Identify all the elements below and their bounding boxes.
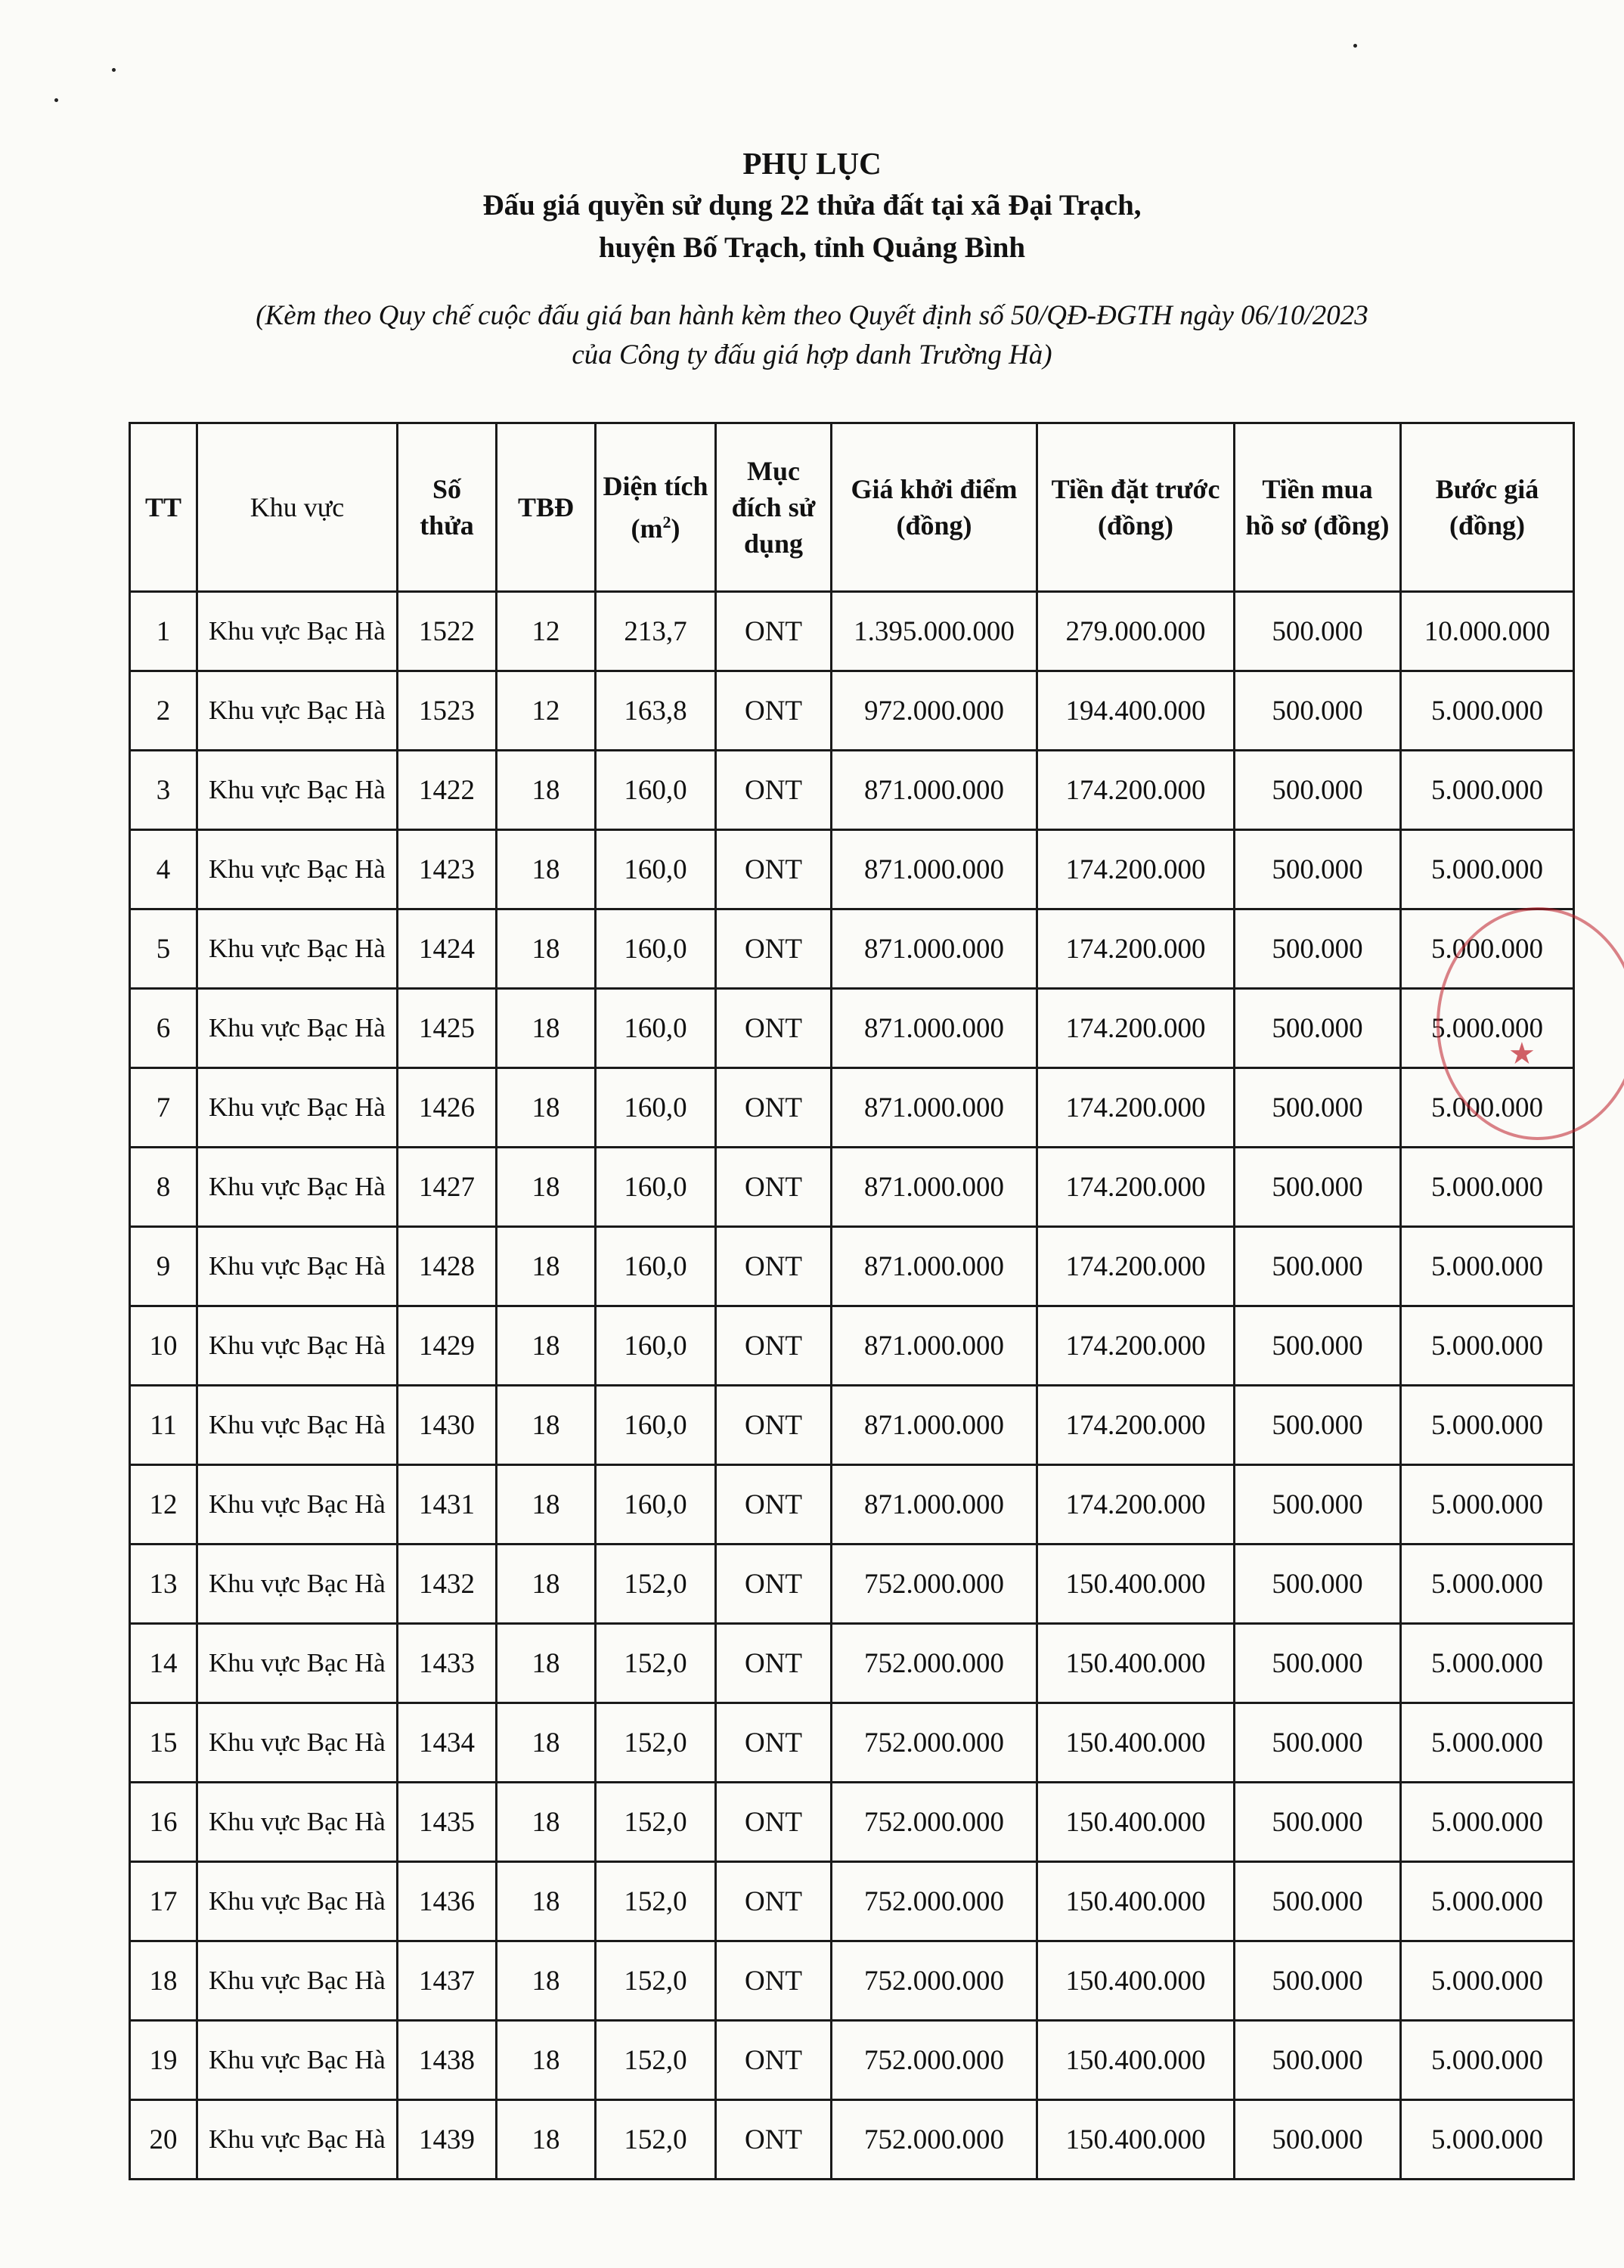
cell-tt: 19 <box>130 2021 197 2100</box>
cell-tbd: 18 <box>497 2100 596 2180</box>
cell-tien-dat-truoc: 150.400.000 <box>1037 2100 1235 2180</box>
cell-buoc-gia: 5.000.000 <box>1401 1941 1574 2021</box>
cell-dien-tich: 152,0 <box>596 1703 716 1783</box>
cell-tien-dat-truoc: 150.400.000 <box>1037 1703 1235 1783</box>
table-row <box>130 751 1574 830</box>
cell-tbd: 18 <box>497 1545 596 1624</box>
table-row <box>130 830 1574 909</box>
cell-buoc-gia: 5.000.000 <box>1401 1227 1574 1306</box>
cell-tien-dat-truoc: 174.200.000 <box>1037 1306 1235 1386</box>
cell-dien-tich: 160,0 <box>596 1306 716 1386</box>
table-row <box>130 909 1574 989</box>
cell-khu-vuc: Khu vực Bạc Hà <box>197 830 398 909</box>
header-tien-dat-truoc: Tiền đặt trước (đồng) <box>1037 423 1235 592</box>
cell-tien-mua-ho-so: 500.000 <box>1235 1148 1401 1227</box>
table-row <box>130 2021 1574 2100</box>
table-row <box>130 1306 1574 1386</box>
cell-buoc-gia: 5.000.000 <box>1401 1068 1574 1148</box>
subtitle-line-1: (Kèm theo Quy chế cuộc đấu giá ban hành kèm theo Quyết định số 50/QĐ-ĐGTH ngày 06/10/2023 <box>256 300 1368 331</box>
cell-buoc-gia: 5.000.000 <box>1401 1306 1574 1386</box>
cell-tt: 5 <box>130 909 197 989</box>
cell-khu-vuc: Khu vực Bạc Hà <box>197 1386 398 1465</box>
cell-khu-vuc: Khu vực Bạc Hà <box>197 1703 398 1783</box>
cell-buoc-gia: 5.000.000 <box>1401 2021 1574 2100</box>
table-row <box>130 1783 1574 1862</box>
cell-dien-tich: 213,7 <box>596 592 716 671</box>
table-row <box>130 1941 1574 2021</box>
cell-tien-mua-ho-so: 500.000 <box>1235 830 1401 909</box>
cell-gia-khoi-diem: 871.000.000 <box>832 1386 1037 1465</box>
cell-tbd: 18 <box>497 1227 596 1306</box>
cell-muc-dich: ONT <box>716 1306 832 1386</box>
cell-so-thua: 1438 <box>398 2021 497 2100</box>
cell-dien-tich: 160,0 <box>596 830 716 909</box>
cell-tbd: 18 <box>497 1465 596 1545</box>
cell-tt: 7 <box>130 1068 197 1148</box>
table-row <box>130 1624 1574 1703</box>
cell-dien-tich: 160,0 <box>596 1386 716 1465</box>
cell-dien-tich: 160,0 <box>596 1148 716 1227</box>
cell-gia-khoi-diem: 871.000.000 <box>832 909 1037 989</box>
cell-khu-vuc: Khu vực Bạc Hà <box>197 1545 398 1624</box>
cell-tbd: 18 <box>497 1941 596 2021</box>
cell-buoc-gia: 5.000.000 <box>1401 1703 1574 1783</box>
cell-gia-khoi-diem: 752.000.000 <box>832 2021 1037 2100</box>
cell-muc-dich: ONT <box>716 751 832 830</box>
cell-tien-mua-ho-so: 500.000 <box>1235 1306 1401 1386</box>
cell-tt: 16 <box>130 1783 197 1862</box>
cell-tien-dat-truoc: 150.400.000 <box>1037 1624 1235 1703</box>
cell-so-thua: 1523 <box>398 671 497 751</box>
cell-muc-dich: ONT <box>716 1227 832 1306</box>
cell-buoc-gia: 10.000.000 <box>1401 592 1574 671</box>
cell-tt: 17 <box>130 1862 197 1941</box>
header-tien-mua-ho-so: Tiền mua hồ sơ (đồng) <box>1235 423 1401 592</box>
cell-tien-dat-truoc: 194.400.000 <box>1037 671 1235 751</box>
header-tt: TT <box>130 423 197 592</box>
cell-tbd: 18 <box>497 1386 596 1465</box>
cell-tien-mua-ho-so: 500.000 <box>1235 1386 1401 1465</box>
cell-tien-mua-ho-so: 500.000 <box>1235 1227 1401 1306</box>
cell-gia-khoi-diem: 871.000.000 <box>832 830 1037 909</box>
table-row <box>130 1465 1574 1545</box>
cell-so-thua: 1423 <box>398 830 497 909</box>
cell-tt: 4 <box>130 830 197 909</box>
cell-khu-vuc: Khu vực Bạc Hà <box>197 751 398 830</box>
cell-dien-tich: 160,0 <box>596 751 716 830</box>
cell-muc-dich: ONT <box>716 1941 832 2021</box>
cell-gia-khoi-diem: 752.000.000 <box>832 1941 1037 2021</box>
cell-muc-dich: ONT <box>716 2100 832 2180</box>
cell-tt: 12 <box>130 1465 197 1545</box>
cell-dien-tich: 160,0 <box>596 909 716 989</box>
cell-so-thua: 1426 <box>398 1068 497 1148</box>
cell-muc-dich: ONT <box>716 1465 832 1545</box>
cell-khu-vuc: Khu vực Bạc Hà <box>197 1068 398 1148</box>
table-row <box>130 592 1574 671</box>
header-khu-vuc: Khu vực <box>197 423 398 592</box>
cell-dien-tich: 152,0 <box>596 1941 716 2021</box>
cell-buoc-gia: 5.000.000 <box>1401 1465 1574 1545</box>
cell-khu-vuc: Khu vực Bạc Hà <box>197 909 398 989</box>
cell-gia-khoi-diem: 871.000.000 <box>832 1306 1037 1386</box>
cell-buoc-gia: 5.000.000 <box>1401 1545 1574 1624</box>
cell-tien-mua-ho-so: 500.000 <box>1235 1703 1401 1783</box>
cell-khu-vuc: Khu vực Bạc Hà <box>197 1465 398 1545</box>
cell-so-thua: 1439 <box>398 2100 497 2180</box>
cell-tt: 15 <box>130 1703 197 1783</box>
cell-buoc-gia: 5.000.000 <box>1401 1862 1574 1941</box>
cell-tt: 13 <box>130 1545 197 1624</box>
cell-khu-vuc: Khu vực Bạc Hà <box>197 1227 398 1306</box>
cell-tien-mua-ho-so: 500.000 <box>1235 1783 1401 1862</box>
cell-tt: 14 <box>130 1624 197 1703</box>
cell-tbd: 18 <box>497 989 596 1068</box>
cell-khu-vuc: Khu vực Bạc Hà <box>197 989 398 1068</box>
cell-tt: 20 <box>130 2100 197 2180</box>
cell-dien-tich: 160,0 <box>596 1227 716 1306</box>
cell-tbd: 18 <box>497 830 596 909</box>
cell-gia-khoi-diem: 871.000.000 <box>832 989 1037 1068</box>
cell-tt: 11 <box>130 1386 197 1465</box>
title-line-3: huyện Bố Trạch, tỉnh Quảng Bình <box>598 231 1026 264</box>
cell-tien-dat-truoc: 174.200.000 <box>1037 1465 1235 1545</box>
cell-khu-vuc: Khu vực Bạc Hà <box>197 1624 398 1703</box>
cell-tien-dat-truoc: 150.400.000 <box>1037 1862 1235 1941</box>
cell-so-thua: 1424 <box>398 909 497 989</box>
title-line-1: PHỤ LỤC <box>742 146 882 181</box>
cell-tien-mua-ho-so: 500.000 <box>1235 592 1401 671</box>
cell-tbd: 12 <box>497 671 596 751</box>
cell-tbd: 18 <box>497 1783 596 1862</box>
cell-tt: 18 <box>130 1941 197 2021</box>
cell-dien-tich: 160,0 <box>596 1465 716 1545</box>
cell-tien-dat-truoc: 150.400.000 <box>1037 1545 1235 1624</box>
cell-tien-dat-truoc: 174.200.000 <box>1037 1386 1235 1465</box>
cell-muc-dich: ONT <box>716 1624 832 1703</box>
cell-tien-dat-truoc: 150.400.000 <box>1037 2021 1235 2100</box>
cell-khu-vuc: Khu vực Bạc Hà <box>197 1783 398 1862</box>
cell-so-thua: 1425 <box>398 989 497 1068</box>
cell-tien-dat-truoc: 174.200.000 <box>1037 909 1235 989</box>
cell-dien-tich: 152,0 <box>596 2021 716 2100</box>
cell-buoc-gia: 5.000.000 <box>1401 1148 1574 1227</box>
cell-gia-khoi-diem: 752.000.000 <box>832 1703 1037 1783</box>
cell-muc-dich: ONT <box>716 1148 832 1227</box>
document-subtitle <box>0 296 1624 375</box>
cell-so-thua: 1422 <box>398 751 497 830</box>
header-tbd: TBĐ <box>497 423 596 592</box>
seal-star-icon: ★ <box>1508 1036 1536 1070</box>
cell-tbd: 12 <box>497 592 596 671</box>
cell-gia-khoi-diem: 752.000.000 <box>832 1545 1037 1624</box>
cell-dien-tich: 152,0 <box>596 1783 716 1862</box>
cell-gia-khoi-diem: 871.000.000 <box>832 1068 1037 1148</box>
cell-tien-dat-truoc: 174.200.000 <box>1037 1148 1235 1227</box>
cell-gia-khoi-diem: 1.395.000.000 <box>832 592 1037 671</box>
cell-tien-dat-truoc: 174.200.000 <box>1037 751 1235 830</box>
table-header-row <box>130 423 1574 592</box>
table-row <box>130 671 1574 751</box>
cell-tien-mua-ho-so: 500.000 <box>1235 909 1401 989</box>
cell-tien-mua-ho-so: 500.000 <box>1235 1465 1401 1545</box>
title-line-2: Đấu giá quyền sử dụng 22 thửa đất tại xã Đại Trạch, <box>482 189 1142 222</box>
cell-buoc-gia: 5.000.000 <box>1401 2100 1574 2180</box>
cell-tien-mua-ho-so: 500.000 <box>1235 989 1401 1068</box>
cell-muc-dich: ONT <box>716 1783 832 1862</box>
cell-tien-mua-ho-so: 500.000 <box>1235 1941 1401 2021</box>
cell-so-thua: 1429 <box>398 1306 497 1386</box>
subtitle-line-2: của Công ty đấu giá hợp danh Trường Hà) <box>572 339 1052 370</box>
table-row <box>130 2100 1574 2180</box>
cell-tien-dat-truoc: 174.200.000 <box>1037 1068 1235 1148</box>
cell-tien-dat-truoc: 150.400.000 <box>1037 1941 1235 2021</box>
cell-gia-khoi-diem: 871.000.000 <box>832 1227 1037 1306</box>
cell-so-thua: 1522 <box>398 592 497 671</box>
cell-gia-khoi-diem: 871.000.000 <box>832 751 1037 830</box>
header-so-thua: Số thửa <box>398 423 497 592</box>
header-muc-dich: Mục đích sử dụng <box>716 423 832 592</box>
cell-tbd: 18 <box>497 1624 596 1703</box>
cell-tien-mua-ho-so: 500.000 <box>1235 1545 1401 1624</box>
cell-tien-mua-ho-so: 500.000 <box>1235 2100 1401 2180</box>
cell-tt: 3 <box>130 751 197 830</box>
cell-muc-dich: ONT <box>716 2021 832 2100</box>
table-row <box>130 1068 1574 1148</box>
cell-dien-tich: 152,0 <box>596 2100 716 2180</box>
document-title <box>0 142 1624 269</box>
cell-so-thua: 1435 <box>398 1783 497 1862</box>
cell-tt: 6 <box>130 989 197 1068</box>
table-row <box>130 1227 1574 1306</box>
cell-tien-mua-ho-so: 500.000 <box>1235 2021 1401 2100</box>
cell-buoc-gia: 5.000.000 <box>1401 1783 1574 1862</box>
cell-buoc-gia: 5.000.000 <box>1401 671 1574 751</box>
header-dien-tich: Diện tích $(m^2)$ <box>596 423 716 592</box>
cell-tt: 10 <box>130 1306 197 1386</box>
scan-speck <box>1353 44 1357 48</box>
cell-tbd: 18 <box>497 1703 596 1783</box>
cell-dien-tich: 160,0 <box>596 1068 716 1148</box>
cell-muc-dich: ONT <box>716 1703 832 1783</box>
cell-gia-khoi-diem: 972.000.000 <box>832 671 1037 751</box>
cell-so-thua: 1433 <box>398 1624 497 1703</box>
cell-tien-mua-ho-so: 500.000 <box>1235 671 1401 751</box>
header-gia-khoi-diem: Giá khởi điểm (đồng) <box>832 423 1037 592</box>
table-row <box>130 1386 1574 1465</box>
cell-tien-dat-truoc: 174.200.000 <box>1037 1227 1235 1306</box>
cell-khu-vuc: Khu vực Bạc Hà <box>197 1148 398 1227</box>
cell-tt: 8 <box>130 1148 197 1227</box>
cell-tien-dat-truoc: 174.200.000 <box>1037 830 1235 909</box>
cell-tien-mua-ho-so: 500.000 <box>1235 1068 1401 1148</box>
cell-so-thua: 1427 <box>398 1148 497 1227</box>
cell-khu-vuc: Khu vực Bạc Hà <box>197 2021 398 2100</box>
cell-dien-tich: 152,0 <box>596 1624 716 1703</box>
cell-khu-vuc: Khu vực Bạc Hà <box>197 1306 398 1386</box>
cell-muc-dich: ONT <box>716 592 832 671</box>
cell-buoc-gia: 5.000.000 <box>1401 989 1574 1068</box>
table-row <box>130 1703 1574 1783</box>
cell-tbd: 18 <box>497 1068 596 1148</box>
cell-muc-dich: ONT <box>716 1386 832 1465</box>
cell-tien-mua-ho-so: 500.000 <box>1235 1624 1401 1703</box>
cell-gia-khoi-diem: 752.000.000 <box>832 1783 1037 1862</box>
cell-gia-khoi-diem: 752.000.000 <box>832 2100 1037 2180</box>
cell-khu-vuc: Khu vực Bạc Hà <box>197 2100 398 2180</box>
cell-khu-vuc: Khu vực Bạc Hà <box>197 592 398 671</box>
table-body <box>130 592 1574 2180</box>
cell-so-thua: 1436 <box>398 1862 497 1941</box>
cell-tt: 9 <box>130 1227 197 1306</box>
cell-tt: 1 <box>130 592 197 671</box>
cell-tbd: 18 <box>497 751 596 830</box>
cell-tien-dat-truoc: 150.400.000 <box>1037 1783 1235 1862</box>
cell-so-thua: 1430 <box>398 1386 497 1465</box>
cell-tien-dat-truoc: 279.000.000 <box>1037 592 1235 671</box>
cell-buoc-gia: 5.000.000 <box>1401 830 1574 909</box>
cell-tien-mua-ho-so: 500.000 <box>1235 751 1401 830</box>
cell-so-thua: 1428 <box>398 1227 497 1306</box>
cell-so-thua: 1437 <box>398 1941 497 2021</box>
cell-so-thua: 1434 <box>398 1703 497 1783</box>
cell-muc-dich: ONT <box>716 1862 832 1941</box>
cell-muc-dich: ONT <box>716 1545 832 1624</box>
cell-tien-mua-ho-so: 500.000 <box>1235 1862 1401 1941</box>
cell-muc-dich: ONT <box>716 830 832 909</box>
cell-buoc-gia: 5.000.000 <box>1401 909 1574 989</box>
cell-tbd: 18 <box>497 1148 596 1227</box>
cell-khu-vuc: Khu vực Bạc Hà <box>197 1941 398 2021</box>
cell-muc-dich: ONT <box>716 1068 832 1148</box>
cell-tt: 2 <box>130 671 197 751</box>
cell-gia-khoi-diem: 752.000.000 <box>832 1862 1037 1941</box>
cell-buoc-gia: 5.000.000 <box>1401 1624 1574 1703</box>
cell-so-thua: 1432 <box>398 1545 497 1624</box>
cell-muc-dich: ONT <box>716 909 832 989</box>
cell-dien-tich: 152,0 <box>596 1545 716 1624</box>
table-row <box>130 1862 1574 1941</box>
cell-muc-dich: ONT <box>716 671 832 751</box>
cell-gia-khoi-diem: 871.000.000 <box>832 1148 1037 1227</box>
table-row <box>130 989 1574 1068</box>
auction-table <box>129 422 1575 2180</box>
cell-dien-tich: 152,0 <box>596 1862 716 1941</box>
table-row <box>130 1148 1574 1227</box>
cell-tbd: 18 <box>497 909 596 989</box>
cell-tbd: 18 <box>497 1306 596 1386</box>
cell-muc-dich: ONT <box>716 989 832 1068</box>
cell-tien-dat-truoc: 174.200.000 <box>1037 989 1235 1068</box>
scan-speck <box>54 98 58 102</box>
cell-buoc-gia: 5.000.000 <box>1401 1386 1574 1465</box>
cell-khu-vuc: Khu vực Bạc Hà <box>197 1862 398 1941</box>
cell-dien-tich: 163,8 <box>596 671 716 751</box>
cell-tbd: 18 <box>497 2021 596 2100</box>
cell-gia-khoi-diem: 871.000.000 <box>832 1465 1037 1545</box>
cell-tbd: 18 <box>497 1862 596 1941</box>
cell-so-thua: 1431 <box>398 1465 497 1545</box>
scan-speck <box>112 68 116 72</box>
cell-buoc-gia: 5.000.000 <box>1401 751 1574 830</box>
header-buoc-gia: Bước giá (đồng) <box>1401 423 1574 592</box>
cell-gia-khoi-diem: 752.000.000 <box>832 1624 1037 1703</box>
table-row <box>130 1545 1574 1624</box>
cell-dien-tich: 160,0 <box>596 989 716 1068</box>
cell-khu-vuc: Khu vực Bạc Hà <box>197 671 398 751</box>
